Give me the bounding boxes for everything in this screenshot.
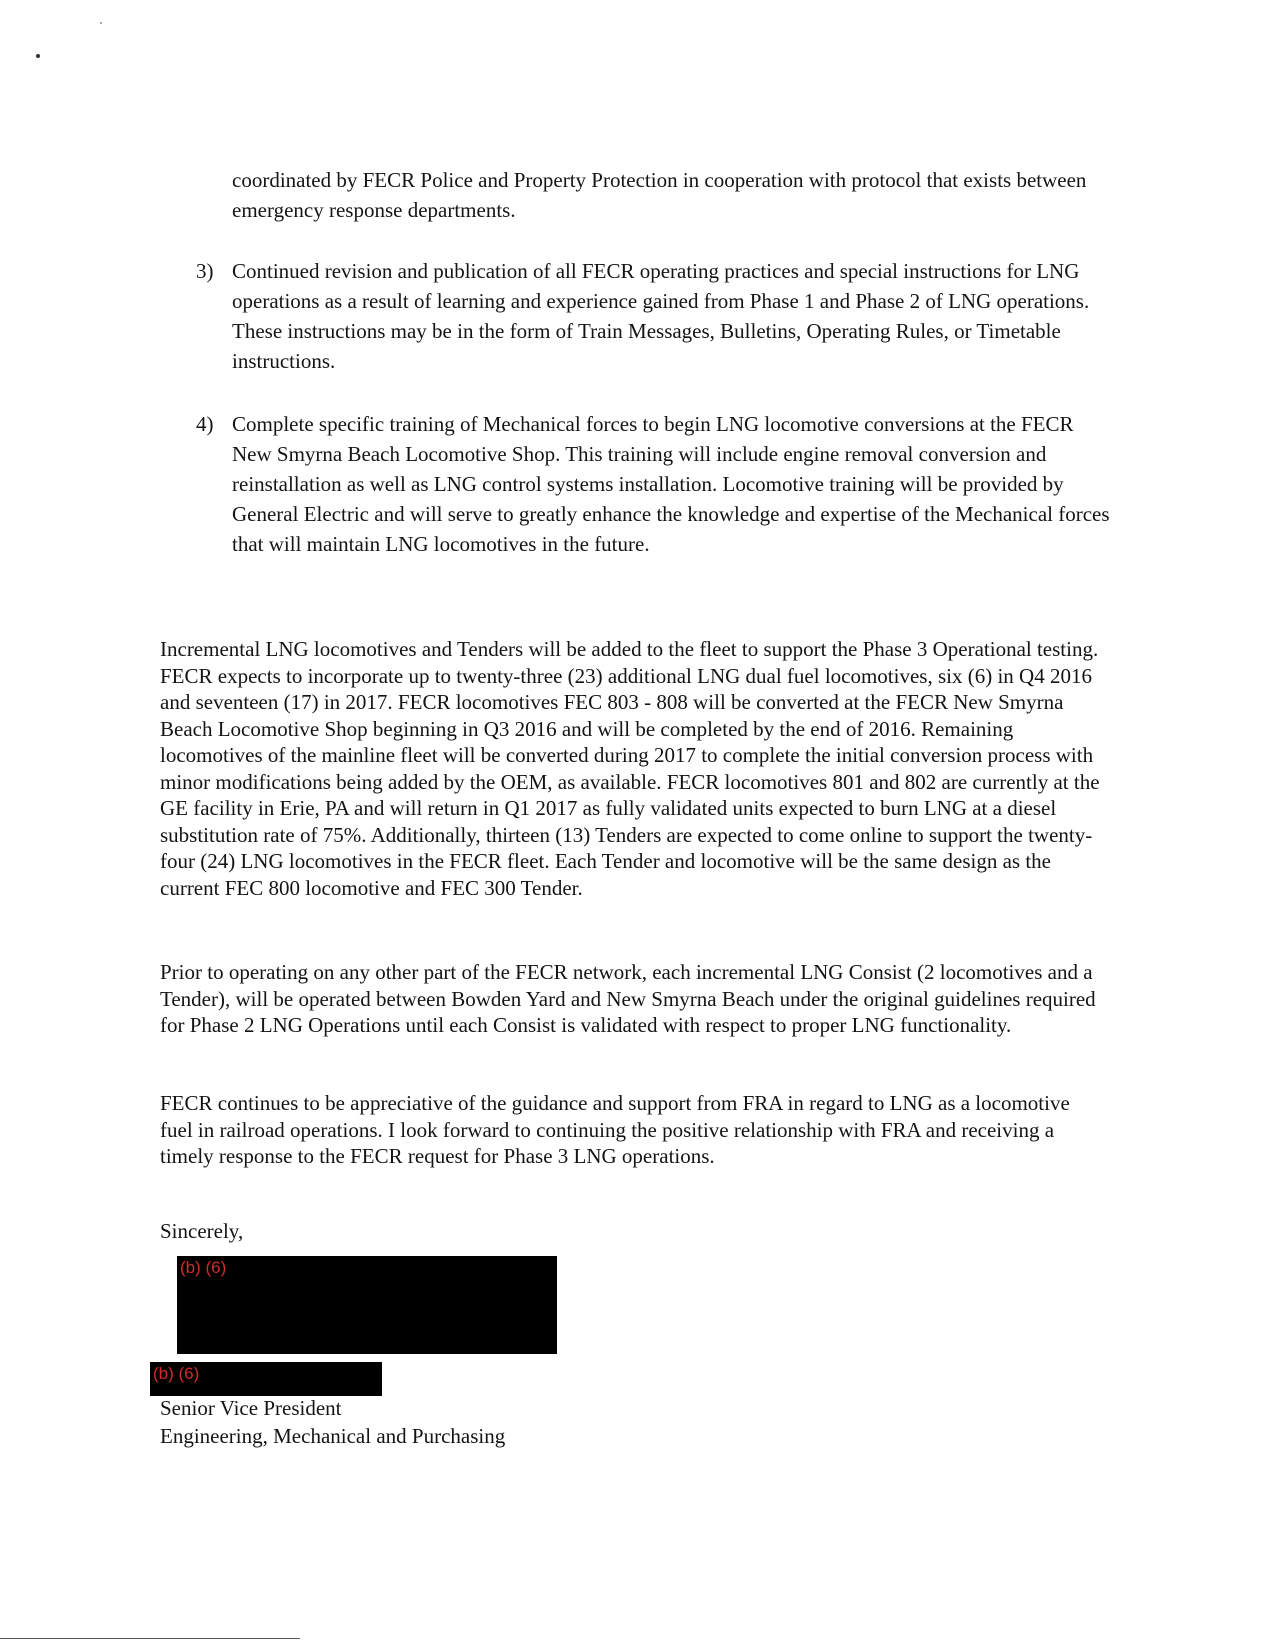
list-item-text: Continued revision and publication of all FECR operating practices and special instructions for LNG operations as a result of learning and experience gained from Phase 1 and Phase 2 of LNG operations. These instructions may be in the form of Train Messages, Bulletins, Operating Rules, or Timetable instructions. xyxy=(232,259,1090,373)
redaction-label: (b) (6) xyxy=(180,1258,227,1277)
signer-department: Engineering, Mechanical and Purchasing xyxy=(160,1424,506,1448)
scan-speck xyxy=(100,22,102,24)
body-paragraph: Incremental LNG locomotives and Tenders will be added to the fleet to support the Phase 3 Operational testing. FECR expects to incorporate up to twenty-three (23) additional LNG dual fuel locomotives, six (6) in Q4 2016 and seventeen (17) in 2017. FECR locomotives FEC 803 - 808 will be converted at the FECR New Smyrna Beach Locomotive Shop beginning in Q3 2016 and will be completed by the end of 2016. Remaining locomotives of the mainline fleet will be converted during 2017 to complete the initial conversion process with minor modifications being added by the OEM, as available. FECR locomotives 801 and 802 are currently at the GE facility in Erie, PA and will return in Q1 2017 as fully validated units expected to burn LNG at a diesel substitution rate of 75%. Additionally, thirteen (13) Tenders are expected to come online to support the twenty-four (24) LNG locomotives in the FECR fleet. Each Tender and locomotive will be the same design as the current FEC 800 locomotive and FEC 300 Tender. xyxy=(160,637,1100,900)
redaction-label: (b) (6) xyxy=(153,1364,200,1383)
body-paragraph: Prior to operating on any other part of the FECR network, each incremental LNG Consist (2 locomotives and a Tender), will be operated between Bowden Yard and New Smyrna Beach under the original guidelines required for Phase 2 LNG Operations until each Consist is validated with respect to proper LNG functionality. xyxy=(160,960,1096,1037)
continued-paragraph: coordinated by FECR Police and Property Protection in cooperation with protocol that exists between emergency response departments. xyxy=(232,168,1087,222)
body-paragraph: FECR continues to be appreciative of the guidance and support from FRA in regard to LNG as a locomotive fuel in railroad operations. I look forward to continuing the positive relationship with FRA and receiving a timely response to the FECR request for Phase 3 LNG operations. xyxy=(160,1091,1070,1168)
signer-title: Senior Vice President xyxy=(160,1396,342,1420)
list-item-number: 4) xyxy=(196,412,214,436)
footer-rule xyxy=(0,1638,300,1639)
signature-redaction xyxy=(177,1256,557,1354)
name-redaction xyxy=(150,1362,382,1396)
scan-speck xyxy=(36,54,40,58)
closing-salutation: Sincerely, xyxy=(160,1219,244,1243)
list-item-number: 3) xyxy=(196,259,214,283)
list-item-text: Complete specific training of Mechanical forces to begin LNG locomotive conversions at the FECR New Smyrna Beach Locomotive Shop. This training will include engine removal conversion and reinstallation as well as LNG control systems installation. Locomotive training will be provided by General Electric and will serve to greatly enhance the knowledge and expertise of the Mechanical forces that will maintain LNG locomotives in the future. xyxy=(232,412,1110,556)
